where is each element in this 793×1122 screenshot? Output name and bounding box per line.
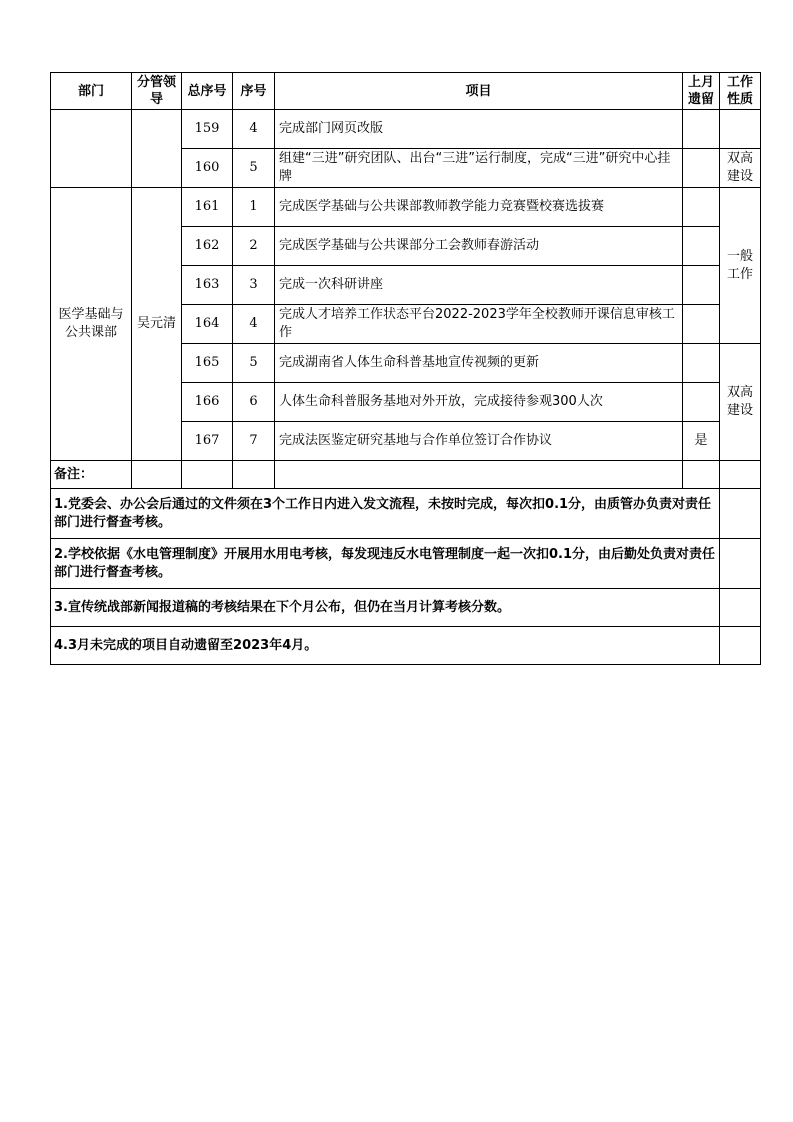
- project-cell: 完成人才培养工作状态平台2022-2023学年全校教师开课信息审核工作: [275, 305, 683, 344]
- seq-no-cell: 6: [233, 383, 275, 422]
- project-cell: 完成医学基础与公共课部分工会教师春游活动: [275, 227, 683, 266]
- header-leader: 分管领导: [132, 73, 182, 110]
- project-cell: 完成医学基础与公共课部教师教学能力竞赛暨校赛选拔赛: [275, 188, 683, 227]
- project-cell: 完成部门网页改版: [275, 110, 683, 149]
- work-plan-table: [50, 72, 761, 665]
- header-carried-over: 上月遗留: [683, 73, 720, 110]
- work-type-cell: 双高建设: [720, 149, 761, 188]
- seq-no-cell: 3: [233, 266, 275, 305]
- empty-cell: [720, 539, 761, 589]
- project-cell: 完成法医鉴定研究基地与合作单位签订合作协议: [275, 422, 683, 461]
- header-project: 项目: [275, 73, 683, 110]
- project-cell: 组建“三进”研究团队、出台“三进”运行制度，完成“三进”研究中心挂牌: [275, 149, 683, 188]
- empty-cell: [720, 627, 761, 665]
- header-work-type: 工作性质: [720, 73, 761, 110]
- leader-cell-empty: [132, 110, 182, 188]
- total-no-cell: 160: [182, 149, 233, 188]
- empty-cell: [182, 461, 233, 489]
- total-no-cell: 164: [182, 305, 233, 344]
- carried-over-cell: [683, 110, 720, 149]
- note-item: 4.3月未完成的项目自动遗留至2023年4月。: [51, 627, 720, 665]
- note-row: [51, 589, 761, 627]
- seq-no-cell: 7: [233, 422, 275, 461]
- table-row: [51, 110, 761, 149]
- empty-cell: [275, 461, 683, 489]
- carried-over-cell: [683, 188, 720, 227]
- header-total-no: 总序号: [182, 73, 233, 110]
- carried-over-cell: [683, 383, 720, 422]
- note-row: [51, 539, 761, 589]
- empty-cell: [720, 461, 761, 489]
- header-row: [51, 73, 761, 110]
- project-cell: 人体生命科普服务基地对外开放，完成接待参观300人次: [275, 383, 683, 422]
- seq-no-cell: 5: [233, 149, 275, 188]
- note-row: [51, 627, 761, 665]
- note-item: 2.学校依据《水电管理制度》开展用水用电考核，每发现违反水电管理制度一起一次扣0.1分，由后勤处负责对责任部门进行督查考核。: [51, 539, 720, 589]
- seq-no-cell: 2: [233, 227, 275, 266]
- empty-cell: [683, 461, 720, 489]
- work-type-cell: 一般工作: [720, 188, 761, 344]
- seq-no-cell: 4: [233, 110, 275, 149]
- empty-cell: [233, 461, 275, 489]
- total-no-cell: 163: [182, 266, 233, 305]
- table-row: [51, 188, 761, 227]
- empty-cell: [720, 589, 761, 627]
- header-seq-no: 序号: [233, 73, 275, 110]
- seq-no-cell: 5: [233, 344, 275, 383]
- project-cell: 完成湖南省人体生命科普基地宣传视频的更新: [275, 344, 683, 383]
- carried-over-cell: [683, 344, 720, 383]
- total-no-cell: 159: [182, 110, 233, 149]
- notes-header-row: [51, 461, 761, 489]
- total-no-cell: 166: [182, 383, 233, 422]
- carried-over-cell: [683, 227, 720, 266]
- empty-cell: [132, 461, 182, 489]
- department-cell-empty: [51, 110, 132, 188]
- carried-over-cell: 是: [683, 422, 720, 461]
- note-row: [51, 489, 761, 539]
- note-item: 1.党委会、办公会后通过的文件须在3个工作日内进入发文流程，未按时完成，每次扣0.1分，由质管办负责对责任部门进行督查考核。: [51, 489, 720, 539]
- work-type-cell: 双高建设: [720, 344, 761, 461]
- seq-no-cell: 1: [233, 188, 275, 227]
- project-cell: 完成一次科研讲座: [275, 266, 683, 305]
- leader-cell: 吴元清: [132, 188, 182, 461]
- notes-label: 备注：: [51, 461, 132, 489]
- work-type-cell-empty: [720, 110, 761, 149]
- empty-cell: [720, 489, 761, 539]
- seq-no-cell: 4: [233, 305, 275, 344]
- carried-over-cell: [683, 266, 720, 305]
- total-no-cell: 167: [182, 422, 233, 461]
- header-department: 部门: [51, 73, 132, 110]
- total-no-cell: 161: [182, 188, 233, 227]
- total-no-cell: 165: [182, 344, 233, 383]
- carried-over-cell: [683, 149, 720, 188]
- total-no-cell: 162: [182, 227, 233, 266]
- note-item: 3.宣传统战部新闻报道稿的考核结果在下个月公布，但仍在当月计算考核分数。: [51, 589, 720, 627]
- carried-over-cell: [683, 305, 720, 344]
- department-cell: 医学基础与公共课部: [51, 188, 132, 461]
